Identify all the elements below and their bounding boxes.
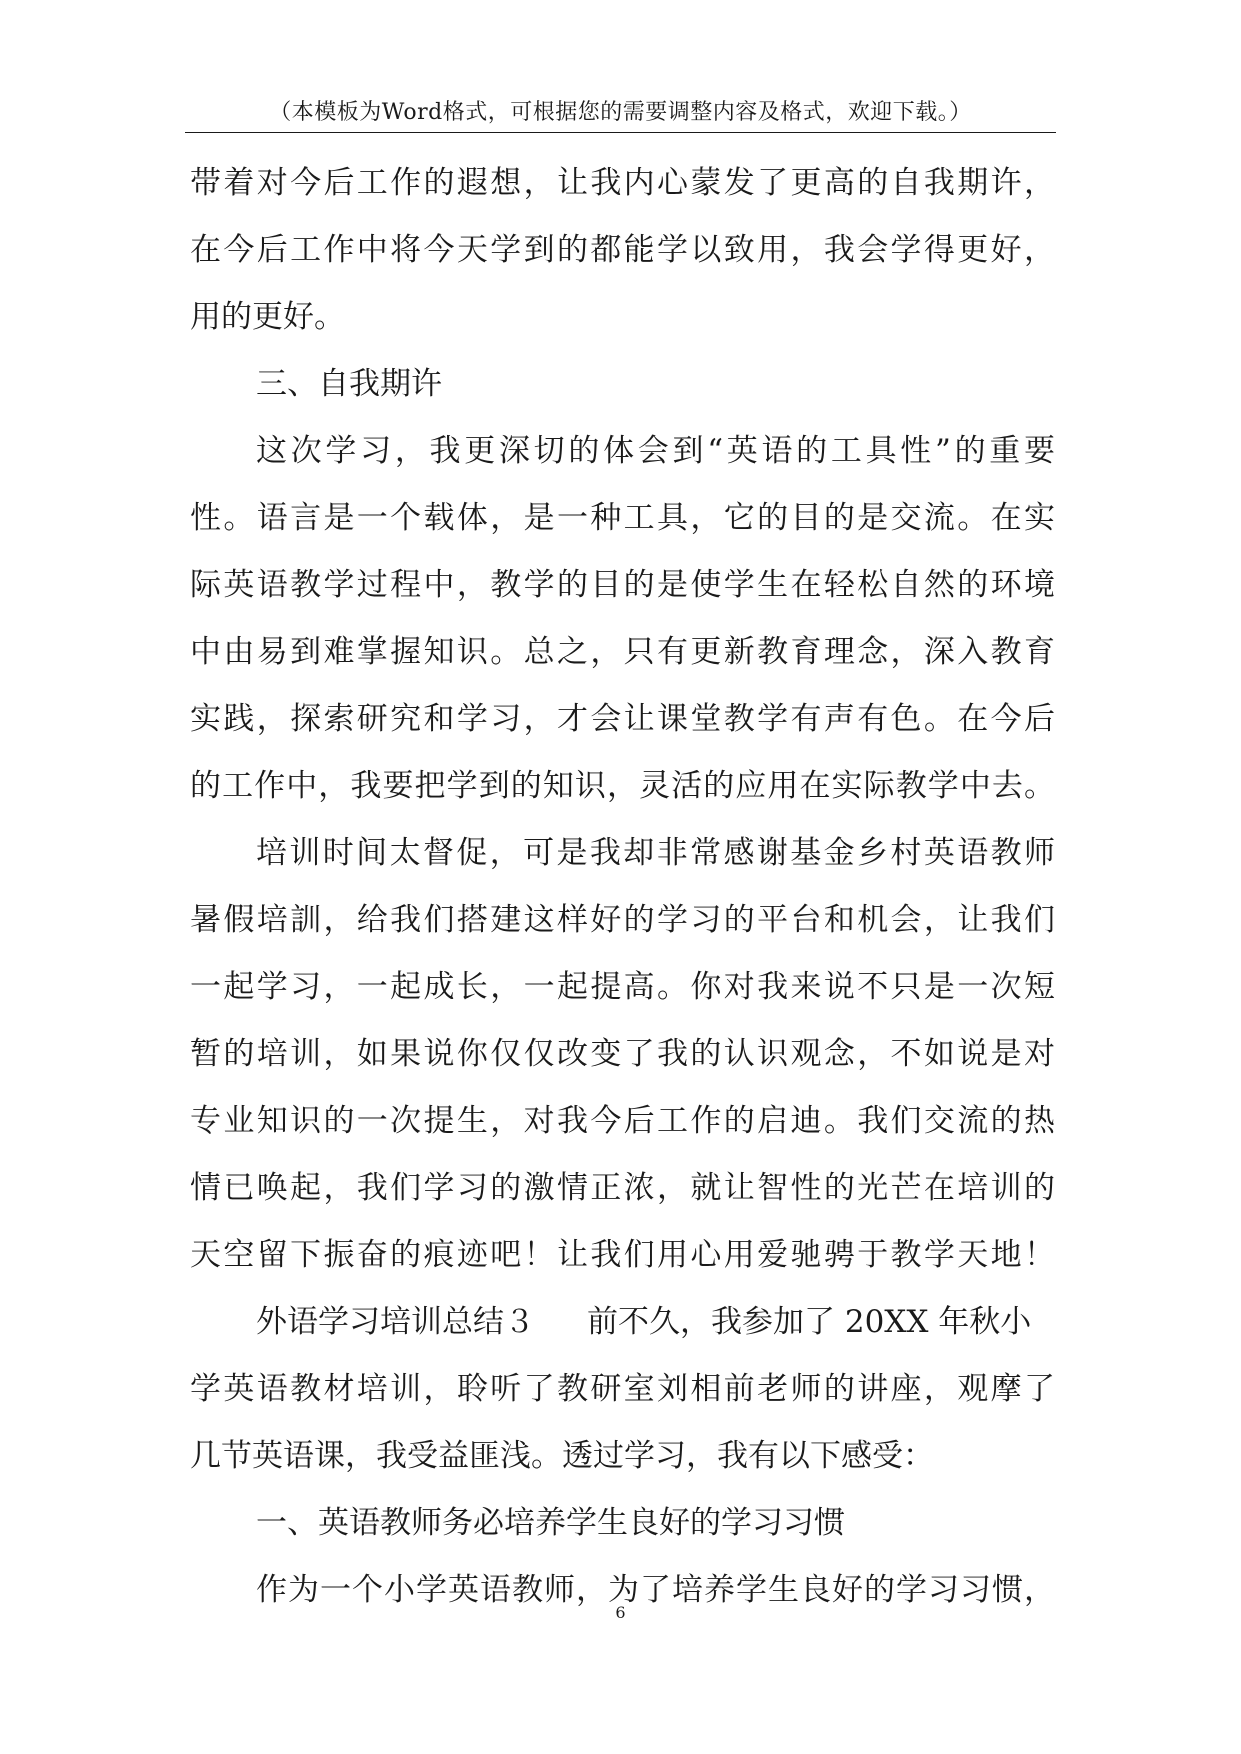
text-line-13: 一起学习，一起成长，一起提高。你对我来说不只是一次短 [190,969,1055,1005]
text-line-17: 天空留下振奋的痕迹吧！让我们用心用爱驰骋于教学天地！ [190,1237,1055,1273]
header-divider [185,132,1056,133]
text-line-19: 学英语教材培训，聆听了教研室刘相前老师的讲座，观摩了 [190,1371,1055,1407]
text-line-11: 培训时间太督促，可是我却非常感谢基金乡村英语教师 [256,835,1055,871]
text-line-7: 际英语教学过程中，教学的目的是使学生在轻松自然的环境 [190,567,1055,603]
text-line-20: 几节英语课，我受益匪浅。透过学习，我有以下感受： [190,1438,934,1474]
section-heading-self-expectation: 三、自我期许 [256,366,442,402]
text-line-3: 用的更好。 [190,299,345,335]
page-number: 6 [615,1603,626,1622]
text-line-16: 情已唤起，我们学习的激情正浓，就让智性的光芒在培训的 [190,1170,1055,1206]
text-line-10: 的工作中，我要把学到的知识，灵活的应用在实际教学中去。 [190,768,1055,804]
text-line-15: 专业知识的一次提生，对我今后工作的启迪。我们交流的热 [190,1103,1055,1139]
text-line-8: 中由易到难掌握知识。总之，只有更新教育理念，深入教育 [190,634,1055,670]
section-heading-habits: 一、英语教师务必培养学生良好的学习习惯 [256,1505,845,1541]
text-line-14: 暂的培训，如果说你仅仅改变了我的认识观念，不如说是对 [190,1036,1055,1072]
header-note: （本模板为Word格式，可根据您的需要调整内容及格式，欢迎下载。） [269,100,972,125]
section-title-line [190,1289,1055,1356]
text-line-2: 在今后工作中将今天学到的都能学以致用，我会学得更好， [190,232,1055,268]
section-title: 外语学习培训总结３ [256,1304,535,1340]
text-line-1: 带着对今后工作的遐想，让我内心蒙发了更高的自我期许， [190,165,1055,201]
section-title-continuation: 前不久，我参加了 20XX 年秋小 [587,1304,1032,1340]
body-text [190,150,1055,1624]
text-line-9: 实践，探索研究和学习，才会让课堂教学有声有色。在今后 [190,701,1055,737]
text-line-5: 这次学习，我更深切的体会到“英语的工具性”的重要 [256,433,1055,469]
text-line-22: 作为一个小学英语教师，为了培养学生良好的学习习惯， [256,1572,1055,1608]
text-line-6: 性。语言是一个载体，是一种工具，它的目的是交流。在实 [190,500,1055,536]
text-line-12: 暑假培訓，给我们搭建这样好的学习的平台和机会，让我们 [190,902,1055,938]
